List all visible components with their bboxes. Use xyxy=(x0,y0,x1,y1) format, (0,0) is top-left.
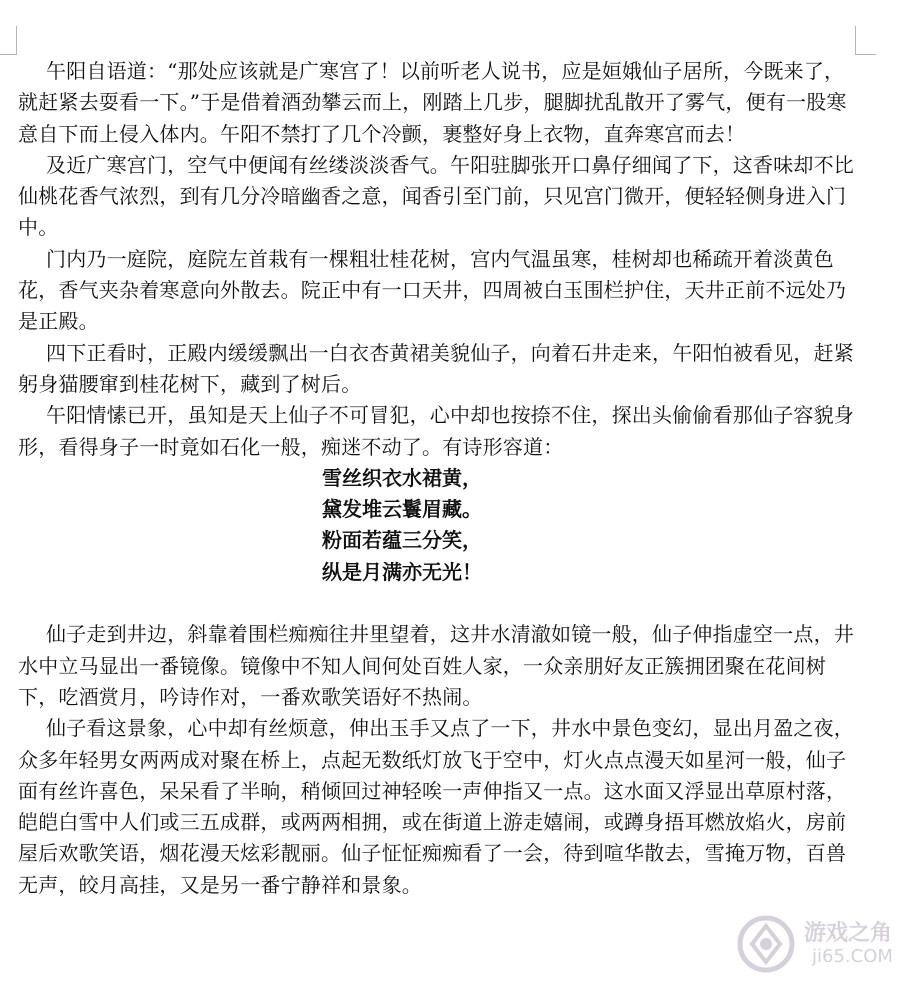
paragraph-1: 午阳自语道：“那处应该就是广寒宫了！以前听老人说书，应是姮娥仙子居所，今既来了，就赶紧去耍看一下。”于是借着酒劲攀云而上，刚踏上几步，腿脚扰乱散开了雾气，便有一股寒意自下而上侵入体内。午阳不禁打了几个冷颤，裹整好身上衣物，直奔寒宫而去！ xyxy=(18,59,847,146)
document-body xyxy=(18,56,858,901)
paragraph-2: 及近广寒宫门，空气中便闻有丝缕淡淡香气。午阳驻脚张开口鼻仔细闻了下，这香味却不比仙桃花香气浓烈，到有几分冷暗幽香之意，闻香引至门前，只见宫门微开，便轻轻侧身进入门中。 xyxy=(18,152,854,240)
watermark-url: ji65.COM xyxy=(812,946,893,967)
watermark-logo-icon xyxy=(734,912,798,976)
poem-line: 纵是月满亦无光！ xyxy=(322,559,482,584)
poem-line: 黛发堆云鬟眉藏。 xyxy=(322,497,482,522)
watermark-text: 游戏之角 xyxy=(804,921,893,946)
paragraph-7: 仙子看这景象，心中却有丝烦意，伸出玉手又点了一下，井水中景色变幻，显出月盈之夜，众多年轻男女两两成对聚在桥上，点起无数纸灯放飞于空中，灯火点点漫天如星河一般，仙子面有丝许喜色，呆呆看了半晌，稍倾回过神轻唉一声伸指又一点。这水面又浮显出草原村落，皑皑白雪中人们或三五成群，或两两相拥，或在街道上游走嬉闹，或蹲身捂耳燃放焰火，房前屋后欢歌笑语，烟花漫天炫彩靓丽。仙子怔怔痴痴看了一会，待到喧华散去，雪掩万物，百兽无声，皎月高挂，又是另一番宁静祥和景象。 xyxy=(18,716,854,897)
blank-line xyxy=(18,588,858,619)
poem-block xyxy=(322,463,858,588)
paragraph-3: 门内乃一庭院，庭院左首栽有一棵粗壮桂花树，宫内气温虽寒，桂树却也稀疏开着淡黄色花，香气夹杂着寒意向外散去。院正中有一口天井，四周被白玉围栏护住，天井正前不远处乃是正殿。 xyxy=(18,246,847,334)
paragraph-6: 仙子走到井边，斜靠着围栏痴痴往井里望着，这井水清澈如镜一般，仙子伸指虚空一点，井水中立马显出一番镜像。镜像中不知人间何处百姓人家，一众亲朋好友正簇拥团聚在花间树下，吃酒赏月，吟诗作对，一番欢歌笑语好不热闹。 xyxy=(18,622,854,709)
page-corner-mark-left xyxy=(0,26,17,55)
poem-line: 粉面若蕴三分笑， xyxy=(322,528,482,553)
paragraph-5: 午阳情愫已开，虽知是天上仙子不可冒犯，心中却也按捺不住，探出头偷偷看那仙子容貌身形，看得身子一时竟如石化一般，痴迷不动了。有诗形容道： xyxy=(18,403,854,459)
paragraph-4: 四下正看时，正殿内缓缓飘出一白衣杏黄裙美貌仙子，向着石井走来，午阳怕被看见，赶紧躬身猫腰窜到桂花树下，藏到了树后。 xyxy=(18,340,854,396)
page-corner-mark-right xyxy=(855,26,876,55)
site-watermark xyxy=(728,910,918,980)
poem-line: 雪丝织衣水裙黄， xyxy=(322,465,482,490)
